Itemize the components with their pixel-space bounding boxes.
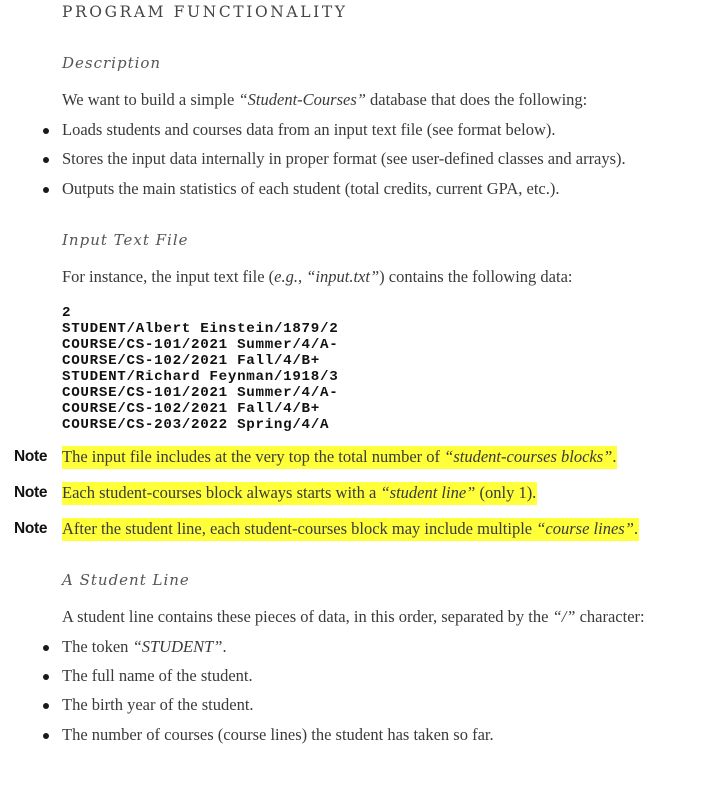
bullet-icon (43, 157, 49, 163)
note-emphasis: “student line” (380, 483, 476, 502)
code-line: COURSE/CS-203/2022 Spring/4/A (62, 417, 330, 433)
bullet-icon (43, 645, 49, 651)
intro-text: A student line contains these pieces of data, in this order, separated by the (62, 607, 553, 626)
code-line: COURSE/CS-101/2021 Summer/4/A- (62, 337, 339, 353)
input-file-code-block (62, 305, 338, 433)
note-highlight-text (62, 518, 639, 541)
bullet-text: Outputs the main statistics of each student (total credits, current GPA, etc.). (62, 179, 560, 198)
section-title: PROGRAM FUNCTIONALITY (62, 3, 348, 21)
bullet-icon (43, 128, 49, 134)
note-text: Each student-courses block always starts with a (62, 483, 381, 502)
code-line: COURSE/CS-102/2021 Fall/4/B+ (62, 401, 320, 417)
note-highlight-text (62, 446, 617, 469)
code-line: COURSE/CS-101/2021 Summer/4/A- (62, 385, 339, 401)
intro-text-end: character: (575, 607, 645, 626)
student-line-heading: A Student Line (62, 571, 190, 589)
bullet-icon (43, 674, 49, 680)
note-label: Note (14, 520, 48, 537)
note-emphasis: “student-courses blocks” (444, 447, 613, 466)
bullet-text: The number of courses (course lines) the student has taken so far. (62, 725, 494, 744)
bullet-icon (43, 703, 49, 709)
description-bullet (62, 179, 559, 199)
student-line-bullet (62, 637, 227, 657)
student-line-bullet (62, 666, 253, 686)
bullet-text: The token (62, 637, 133, 656)
student-line-intro (62, 607, 645, 627)
bullet-text: Loads students and courses data from an input text file (see format below). (62, 120, 556, 139)
note-text-end: . (633, 519, 639, 538)
bullet-text: The full name of the student. (62, 666, 253, 685)
intro-text-end: ) contains the following data: (379, 267, 573, 286)
intro-emphasis: “Student-Courses” (238, 90, 366, 109)
intro-emphasis: e.g., “input.txt” (274, 267, 380, 286)
input-file-heading: Input Text File (62, 231, 189, 249)
intro-emphasis: “/” (552, 607, 576, 626)
note-text-end: . (612, 447, 617, 466)
intro-text-end: database that does the following: (365, 90, 588, 109)
bullet-icon (43, 733, 49, 739)
intro-text: We want to build a simple (62, 90, 239, 109)
note-highlight-text (62, 482, 537, 505)
note-label: Note (14, 448, 48, 465)
input-file-intro (62, 267, 573, 287)
description-bullet (62, 120, 555, 140)
code-line: STUDENT/Richard Feynman/1918/3 (62, 369, 339, 385)
note-label: Note (14, 484, 48, 501)
code-line: COURSE/CS-102/2021 Fall/4/B+ (62, 353, 320, 369)
note-text: After the student line, each student-courses block may include multiple (62, 519, 537, 538)
bullet-emphasis: “STUDENT” (132, 637, 223, 656)
note-text: The input file includes at the very top the total number of (62, 447, 445, 466)
description-bullet (62, 149, 626, 169)
description-heading: Description (62, 54, 162, 72)
note-text-end: (only 1). (475, 483, 537, 502)
note-emphasis: “course lines” (536, 519, 634, 538)
bullet-text: Stores the input data internally in proper format (see user-defined classes and arrays). (62, 149, 626, 168)
intro-text: For instance, the input text file ( (62, 267, 275, 286)
bullet-text: The birth year of the student. (62, 695, 254, 714)
code-line: 2 (62, 305, 72, 321)
code-line: STUDENT/Albert Einstein/1879/2 (62, 321, 339, 337)
student-line-bullet (62, 695, 254, 715)
bullet-icon (43, 187, 49, 193)
bullet-text-end: . (222, 637, 227, 656)
description-intro (62, 90, 587, 110)
student-line-bullet (62, 725, 494, 745)
